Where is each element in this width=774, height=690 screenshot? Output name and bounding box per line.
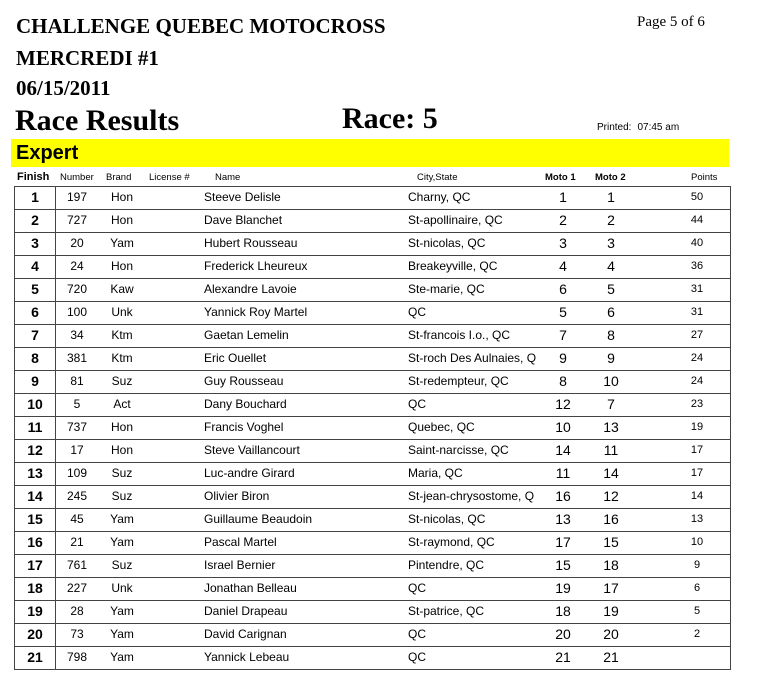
finish-position: 13 (27, 465, 43, 481)
finish-divider (55, 555, 56, 577)
table-row (15, 463, 730, 486)
finish-divider (55, 509, 56, 531)
finish-position: 2 (31, 212, 39, 228)
finish-position: 9 (31, 373, 39, 389)
rider-number: 381 (66, 351, 88, 365)
page-heading: Race Results (15, 104, 180, 137)
finish-divider (55, 601, 56, 623)
rider-city: QC (408, 650, 426, 664)
results-table (14, 186, 731, 670)
moto1-result: 16 (555, 488, 571, 504)
table-row (15, 486, 730, 509)
finish-position: 14 (27, 488, 43, 504)
finish-divider (55, 463, 56, 485)
moto1-result: 11 (555, 465, 571, 481)
finish-divider (55, 325, 56, 347)
finish-divider (55, 210, 56, 232)
finish-divider (55, 371, 56, 393)
moto2-result: 12 (603, 488, 619, 504)
rider-name: Luc-andre Girard (204, 466, 295, 480)
rider-points: 2 (693, 628, 701, 640)
rider-points: 23 (690, 398, 704, 410)
rider-brand: Suz (111, 558, 133, 572)
col-number: Number (60, 172, 94, 183)
finish-position: 17 (27, 557, 43, 573)
moto1-result: 13 (555, 511, 571, 527)
rider-brand: Yam (110, 650, 134, 664)
rider-number: 737 (66, 420, 88, 434)
table-row (15, 394, 730, 417)
finish-divider (55, 417, 56, 439)
rider-city: Charny, QC (408, 190, 471, 204)
event-date: 06/15/2011 (16, 76, 111, 100)
rider-number: 227 (66, 581, 88, 595)
moto1-result: 10 (555, 419, 571, 435)
printed-label: Printed: (597, 122, 632, 133)
moto1-result: 19 (555, 580, 571, 596)
rider-city: St-apollinaire, QC (408, 213, 503, 227)
finish-divider (55, 647, 56, 669)
race-number: Race: 5 (342, 102, 438, 135)
moto2-result: 18 (603, 557, 619, 573)
finish-divider (55, 302, 56, 324)
rider-number: 24 (70, 259, 84, 273)
rider-name: Hubert Rousseau (204, 236, 298, 250)
rider-brand: Hon (110, 259, 133, 273)
rider-number: 197 (66, 190, 88, 204)
rider-number: 21 (70, 535, 84, 549)
rider-city: St-raymond, QC (408, 535, 495, 549)
finish-divider (55, 233, 56, 255)
col-moto2: Moto 2 (595, 172, 626, 183)
col-city: City,State (417, 172, 458, 183)
rider-city: Ste-marie, QC (408, 282, 485, 296)
finish-position: 18 (27, 580, 43, 596)
finish-divider (55, 440, 56, 462)
rider-city: St-redempteur, QC (408, 374, 509, 388)
rider-points: 9 (693, 559, 701, 571)
finish-divider (55, 256, 56, 278)
rider-number: 727 (66, 213, 88, 227)
rider-points: 13 (690, 513, 704, 525)
moto1-result: 4 (559, 258, 567, 274)
rider-number: 100 (66, 305, 88, 319)
rider-brand: Hon (110, 443, 133, 457)
rider-number: 17 (70, 443, 84, 457)
rider-city: St-nicolas, QC (408, 236, 486, 250)
rider-name: Francis Voghel (204, 420, 284, 434)
moto2-result: 20 (603, 626, 619, 642)
table-row (15, 440, 730, 463)
moto2-result: 1 (607, 189, 615, 205)
rider-brand: Yam (110, 512, 134, 526)
rider-city: Maria, QC (408, 466, 463, 480)
rider-name: Yannick Lebeau (204, 650, 290, 664)
table-row (15, 348, 730, 371)
moto1-result: 9 (559, 350, 567, 366)
rider-brand: Unk (111, 581, 133, 595)
rider-name: David Carignan (204, 627, 287, 641)
finish-position: 19 (27, 603, 43, 619)
col-finish: Finish (17, 171, 50, 183)
finish-position: 11 (27, 419, 43, 435)
table-row (15, 233, 730, 256)
rider-city: St-francois I.o., QC (408, 328, 511, 342)
moto1-result: 6 (559, 281, 567, 297)
rider-brand: Suz (111, 466, 133, 480)
col-points: Points (691, 172, 718, 183)
moto2-result: 4 (607, 258, 615, 274)
finish-position: 7 (31, 327, 39, 343)
rider-name: Daniel Drapeau (204, 604, 288, 618)
rider-number: 5 (73, 397, 81, 411)
rider-name: Jonathan Belleau (204, 581, 297, 595)
rider-number: 28 (70, 604, 84, 618)
rider-city: St-jean-chrysostome, Q (408, 489, 535, 503)
rider-name: Dave Blanchet (204, 213, 283, 227)
table-row (15, 371, 730, 394)
finish-divider (55, 532, 56, 554)
table-row (15, 624, 730, 647)
rider-brand: Suz (111, 374, 133, 388)
rider-points: 31 (690, 306, 704, 318)
rider-points: 19 (690, 421, 704, 433)
rider-points: 50 (690, 191, 704, 203)
moto1-result: 17 (555, 534, 571, 550)
rider-name: Guillaume Beaudoin (204, 512, 313, 526)
rider-points: 27 (690, 329, 704, 341)
moto2-result: 7 (607, 396, 615, 412)
moto1-result: 7 (559, 327, 567, 343)
col-moto1: Moto 1 (545, 172, 576, 183)
rider-points: 5 (693, 605, 701, 617)
moto1-result: 2 (559, 212, 567, 228)
rider-number: 245 (66, 489, 88, 503)
finish-position: 1 (31, 189, 39, 205)
finish-position: 20 (27, 626, 43, 642)
moto1-result: 3 (559, 235, 567, 251)
finish-divider (55, 279, 56, 301)
rider-points: 6 (693, 582, 701, 594)
rider-number: 20 (70, 236, 84, 250)
rider-name: Steeve Delisle (204, 190, 281, 204)
rider-number: 109 (66, 466, 88, 480)
rider-number: 798 (66, 650, 88, 664)
rider-points: 17 (690, 467, 704, 479)
rider-name: Guy Rousseau (204, 374, 284, 388)
rider-name: Dany Bouchard (204, 397, 287, 411)
rider-brand: Kaw (110, 282, 134, 296)
table-row (15, 210, 730, 233)
rider-name: Alexandre Lavoie (204, 282, 297, 296)
rider-points: 36 (690, 260, 704, 272)
moto2-result: 11 (603, 442, 619, 458)
rider-number: 81 (70, 374, 84, 388)
rider-brand: Hon (110, 420, 133, 434)
moto2-result: 16 (603, 511, 619, 527)
finish-position: 8 (31, 350, 39, 366)
rider-city: St-roch Des Aulnaies, Q (408, 351, 536, 365)
finish-position: 4 (31, 258, 39, 274)
rider-points: 24 (690, 352, 704, 364)
moto2-result: 2 (607, 212, 615, 228)
col-brand: Brand (106, 172, 132, 183)
finish-position: 3 (31, 235, 39, 251)
table-row (15, 256, 730, 279)
finish-position: 5 (31, 281, 39, 297)
rider-city: Breakeyville, QC (408, 259, 498, 273)
rider-name: Olivier Biron (204, 489, 270, 503)
page-number: Page 5 of 6 (637, 14, 705, 30)
moto1-result: 12 (555, 396, 571, 412)
rider-brand: Yam (110, 236, 134, 250)
rider-brand: Suz (111, 489, 133, 503)
rider-city: Saint-narcisse, QC (408, 443, 509, 457)
finish-divider (55, 624, 56, 646)
table-row (15, 647, 730, 670)
table-row (15, 325, 730, 348)
finish-position: 16 (27, 534, 43, 550)
moto2-result: 14 (603, 465, 619, 481)
finish-divider (55, 187, 56, 209)
rider-name: Israel Bernier (204, 558, 276, 572)
moto2-result: 17 (603, 580, 619, 596)
rider-points: 10 (690, 536, 704, 548)
table-row (15, 578, 730, 601)
rider-city: Pintendre, QC (408, 558, 485, 572)
moto2-result: 6 (607, 304, 615, 320)
rider-brand: Ktm (111, 351, 133, 365)
rider-city: QC (408, 305, 426, 319)
finish-position: 10 (27, 396, 43, 412)
table-row (15, 601, 730, 624)
rider-name: Pascal Martel (204, 535, 277, 549)
moto2-result: 9 (607, 350, 615, 366)
rider-brand: Yam (110, 604, 134, 618)
finish-position: 12 (27, 442, 43, 458)
table-row (15, 279, 730, 302)
table-row (15, 555, 730, 578)
rider-points: 44 (690, 214, 704, 226)
table-row (15, 532, 730, 555)
rider-name: Steve Vaillancourt (204, 443, 300, 457)
moto2-result: 8 (607, 327, 615, 343)
moto1-result: 20 (555, 626, 571, 642)
table-row (15, 417, 730, 440)
rider-city: QC (408, 627, 426, 641)
rider-name: Yannick Roy Martel (204, 305, 308, 319)
rider-points: 17 (690, 444, 704, 456)
rider-number: 34 (70, 328, 84, 342)
series-title: CHALLENGE QUEBEC MOTOCROSS (16, 14, 386, 38)
moto1-result: 18 (555, 603, 571, 619)
moto2-result: 3 (607, 235, 615, 251)
table-row (15, 302, 730, 325)
moto2-result: 13 (603, 419, 619, 435)
finish-position: 21 (27, 649, 43, 665)
rider-brand: Yam (110, 627, 134, 641)
rider-brand: Ktm (111, 328, 133, 342)
table-row (15, 187, 730, 210)
moto1-result: 8 (559, 373, 567, 389)
class-name: Expert (16, 142, 79, 164)
rider-number: 45 (70, 512, 84, 526)
col-license: License # (149, 172, 190, 183)
printed-stamp (597, 122, 679, 133)
moto1-result: 14 (555, 442, 571, 458)
rider-number: 73 (70, 627, 84, 641)
finish-position: 15 (27, 511, 43, 527)
finish-divider (55, 348, 56, 370)
rider-city: St-patrice, QC (408, 604, 485, 618)
moto2-result: 10 (603, 373, 619, 389)
moto1-result: 1 (559, 189, 567, 205)
rider-city: St-nicolas, QC (408, 512, 486, 526)
event-title: MERCREDI #1 (16, 46, 159, 70)
moto2-result: 15 (603, 534, 619, 550)
rider-brand: Hon (110, 190, 133, 204)
rider-brand: Yam (110, 535, 134, 549)
rider-number: 720 (66, 282, 88, 296)
col-name: Name (215, 172, 241, 183)
rider-points: 40 (690, 237, 704, 249)
rider-points: 14 (690, 490, 704, 502)
rider-city: QC (408, 581, 426, 595)
moto2-result: 21 (603, 649, 619, 665)
rider-brand: Unk (111, 305, 133, 319)
column-headers (14, 172, 730, 186)
table-row (15, 509, 730, 532)
rider-name: Eric Ouellet (204, 351, 267, 365)
rider-points: 31 (690, 283, 704, 295)
printed-time: 07:45 am (637, 122, 680, 133)
moto1-result: 5 (559, 304, 567, 320)
rider-city: QC (408, 397, 426, 411)
rider-city: Quebec, QC (408, 420, 475, 434)
finish-divider (55, 486, 56, 508)
rider-points: 24 (690, 375, 704, 387)
finish-position: 6 (31, 304, 39, 320)
finish-divider (55, 578, 56, 600)
moto2-result: 5 (607, 281, 615, 297)
moto1-result: 21 (555, 649, 571, 665)
rider-brand: Hon (110, 213, 133, 227)
rider-name: Frederick Lheureux (204, 259, 308, 273)
rider-number: 761 (66, 558, 88, 572)
moto1-result: 15 (555, 557, 571, 573)
rider-brand: Act (113, 397, 131, 411)
moto2-result: 19 (603, 603, 619, 619)
rider-name: Gaetan Lemelin (204, 328, 289, 342)
finish-divider (55, 394, 56, 416)
class-banner (11, 139, 729, 167)
